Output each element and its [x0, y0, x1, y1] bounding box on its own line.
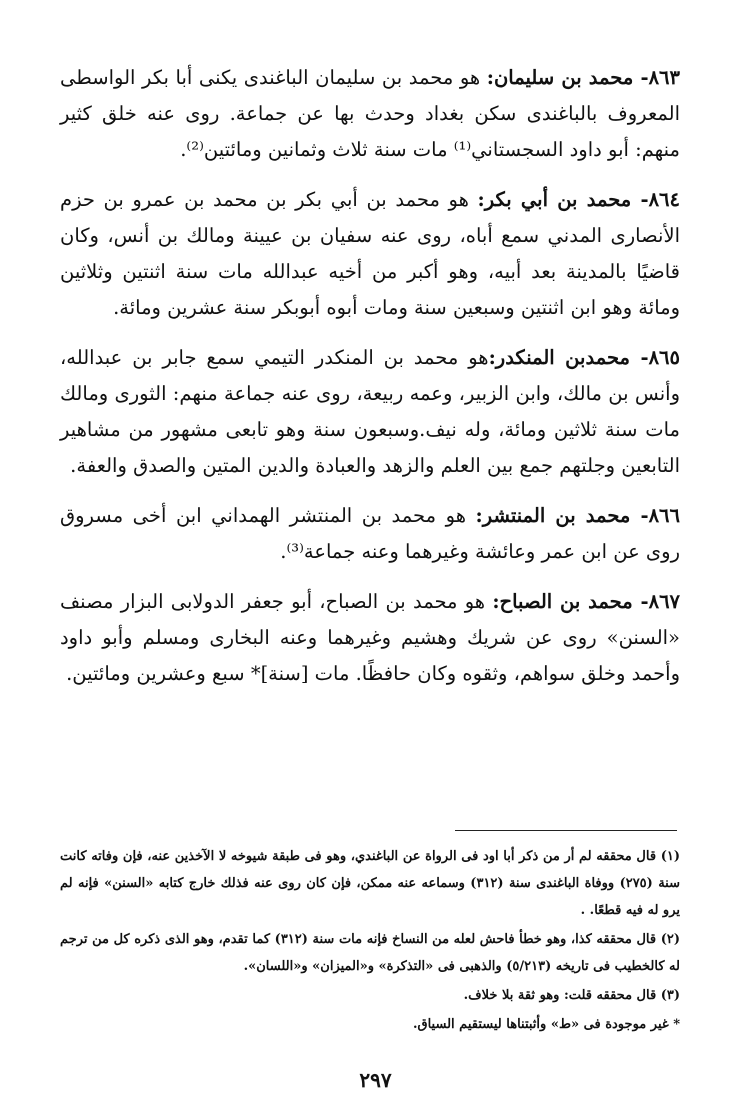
entry-body: هو محمد بن سليمان الباغندى يكنى أبا بكر الواسطى المعروف بالباغندى سكن بغداد وحدث بها عن جماعة. روى عنه خلق كثير منهم: أبو داود السجستاني⁽¹⁾ مات سنة ثلاث وثمانين ومائتين⁽²⁾. — [60, 66, 680, 161]
page-number: ٢٩٧ — [359, 1068, 392, 1092]
footnote-3: (٣) قال محققه قلت: وهو ثقة بلا خلاف. — [463, 988, 680, 1003]
footnote-divider — [455, 830, 677, 831]
entry-heading: ٨٦٤- محمد بن أبي بكر: — [477, 188, 680, 211]
footnote-asterisk: * غير موجودة فى «ط» وأثبتناها ليستقيم السياق. — [412, 1017, 680, 1032]
entry-867 — [60, 584, 680, 692]
footnote-1: (١) قال محققه لم أر من ذكر أبا اود فى الرواة عن الباغندي، وهو فى طبقة شيوخه لا الآخذين عنه، فإن وفاته كانت سنة (٢٧٥) ووفاة الباغندى سنة (٣١٢) وسماعه عنه ممكن، فإن كان روى عنه فذلك خارج كتابه «السنن» فإنه لم يرو له فيه قطعًا. . — [60, 849, 680, 918]
entry-heading: ٨٦٥- محمدبن المنكدر: — [488, 346, 680, 369]
entry-body: هو محمد بن المنكدر التيمي سمع جابر بن عبدالله، وأنس بن مالك، وابن الزبير، وعمه ربيعة، روى عنه جماعة منهم: الثورى ومالك مات سنة ثلاثين ومائة، وله نيف.وسبعون سنة وهو تابعى مشهور من مشاهير التابعين وجلتهم جمع بين العلم والزهد والعبادة والدين المتين والصدق والعفة. — [60, 346, 680, 477]
entry-864 — [60, 182, 680, 326]
entry-body: هو محمد بن أبي بكر بن محمد بن عمرو بن حزم الأنصارى المدني سمع أباه، روى عنه سفيان بن عيينة ومالك بن أنس، وكان قاضيًا بالمدينة بعد أبيه، وهو أكبر من أخيه عبدالله مات سنة اثنتين وثلاثين ومائة وهو ابن اثنتين وسبعين سنة ومات أبوه أبوبكر سنة عشرين ومائة. — [60, 188, 680, 319]
entry-865 — [60, 340, 680, 484]
entry-heading: ٨٦٦- محمد بن المنتشر: — [475, 504, 680, 527]
main-text — [60, 60, 680, 706]
entry-863 — [60, 60, 680, 168]
entry-body: هو محمد بن الصباح، أبو جعفر الدولابى البزار مصنف «السنن» روى عن شريك وهشيم وغيرهما وعنه البخارى ومسلم وأبو داود وأحمد وخلق سواهم، وثقوه وكان حافظًا. مات [سنة]* سبع وعشرين ومائتين. — [60, 590, 680, 685]
footnote-2: (٢) قال محققه كذا، وهو خطأ فاحش لعله من النساخ فإنه مات سنة (٣١٢) كما تقدم، وهو الذى ذكره كل من ترجم له كالخطيب فى تاريخه (٥/٢١٣) والذهبى فى «التذكرة» و«الميزان» و«اللسان». — [60, 932, 681, 974]
entry-866 — [60, 498, 680, 570]
entry-body: هو محمد بن المنتشر الهمداني ابن أخى مسروق روى عن ابن عمر وعائشة وغيرهما وعنه جماعة⁽³⁾. — [60, 504, 680, 563]
footnotes — [60, 843, 680, 1040]
entry-heading: ٨٦٣- محمد بن سليمان: — [486, 66, 680, 89]
entry-heading: ٨٦٧- محمد بن الصباح: — [492, 590, 681, 613]
